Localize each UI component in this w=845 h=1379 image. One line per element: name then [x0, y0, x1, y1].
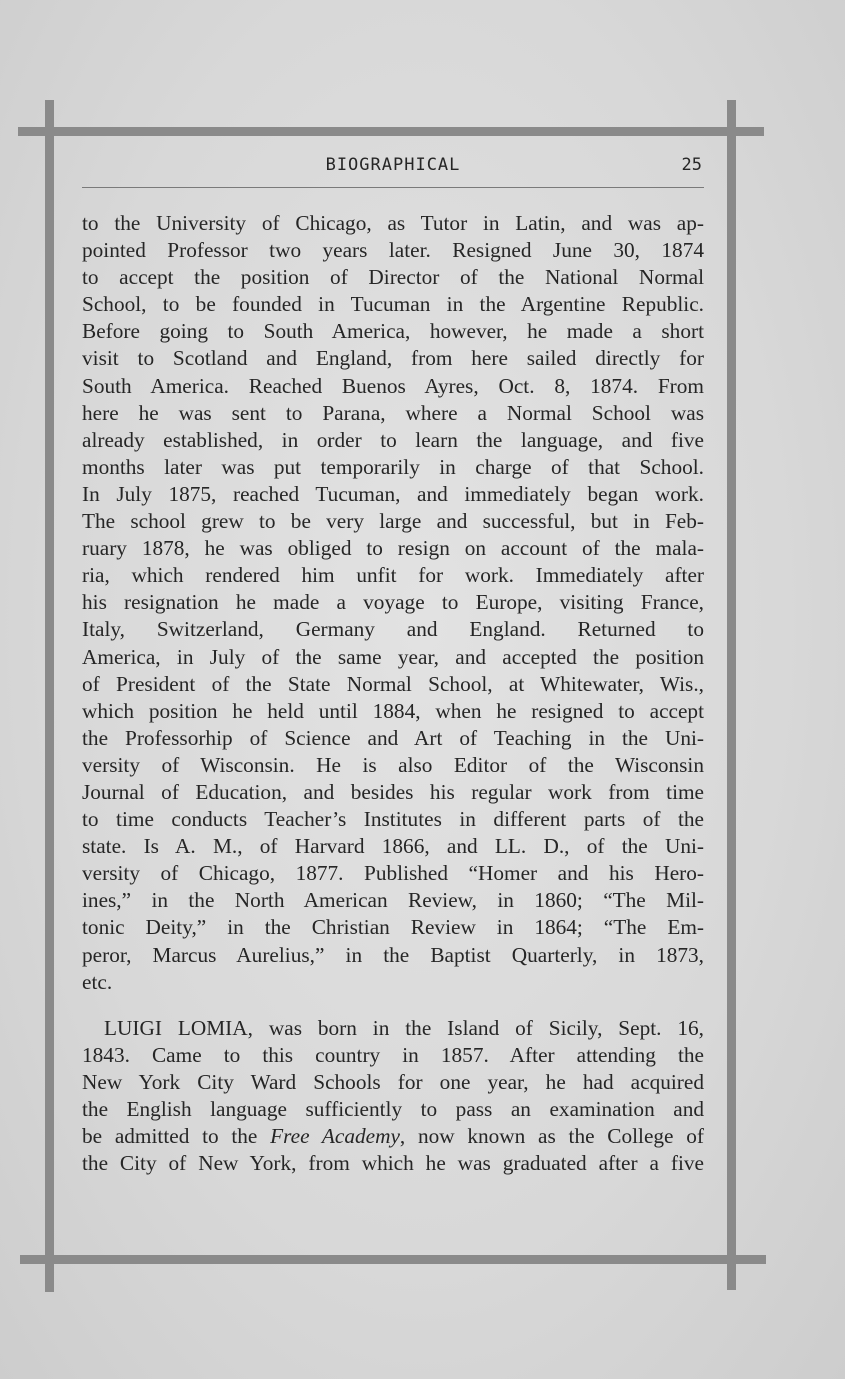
text-line: peror, Marcus Aurelius,” in the Baptist Quarterly, in 1873, — [82, 942, 704, 967]
text-line: LUIGI LOMIA, was born in the Island of Sicily, Sept. 16, — [104, 1015, 704, 1040]
text-line: versity of Chicago, 1877. Published “Homer and his Hero- — [82, 861, 704, 886]
header-rule — [82, 187, 704, 188]
text-line: Before going to South America, however, he made a short — [82, 319, 704, 344]
text-line: pointed Professor two years later. Resigned June 30, 1874 — [82, 238, 704, 263]
body-text — [82, 210, 704, 1177]
paragraph-spacer — [82, 996, 704, 1015]
text-line: versity of Wisconsin. He is also Editor of the Wisconsin — [82, 752, 704, 777]
running-header — [82, 152, 704, 182]
text-line: Journal of Education, and besides his regular work from time — [82, 779, 704, 804]
text-line: already established, in order to learn the language, and five — [82, 427, 704, 452]
text-line: The school grew to be very large and successful, but in Feb- — [82, 509, 704, 534]
institution-name-italic: Free Academy — [270, 1124, 400, 1149]
running-title: BIOGRAPHICAL — [325, 155, 461, 175]
text-line: 1843. Came to this country in 1857. After attending the — [82, 1042, 704, 1067]
text-line: to the University of Chicago, as Tutor in Latin, and was ap- — [82, 211, 704, 235]
left-border-rule — [45, 100, 54, 1292]
text-segment: be admitted to the — [82, 1124, 271, 1149]
text-line: of President of the State Normal School, at Whitewater, Wis., — [82, 671, 704, 696]
text-segment: , now known as the College of — [399, 1124, 704, 1149]
text-line: months later was put temporarily in charge of that School. — [82, 454, 704, 479]
text-line: tonic Deity,” in the Christian Review in 1864; “The Em- — [82, 915, 704, 940]
text-line: etc. — [82, 969, 113, 994]
text-line: ruary 1878, he was obliged to resign on account of the mala- — [82, 536, 704, 561]
text-line: to time conducts Teacher’s Institutes in different parts of the — [82, 807, 704, 832]
text-line: New York City Ward Schools for one year, he had acquired — [82, 1069, 704, 1094]
paragraph-2 — [82, 1015, 704, 1178]
top-border-rule — [18, 127, 764, 136]
text-line: In July 1875, reached Tucuman, and immediately began work. — [82, 481, 704, 506]
text-line: Italy, Switzerland, Germany and England. Returned to — [82, 617, 704, 642]
text-line: here he was sent to Parana, where a Normal School was — [82, 400, 704, 425]
text-line: the City of New York, from which he was graduated after a five — [82, 1151, 704, 1176]
text-line: the Professorhip of Science and Art of Teaching in the Uni- — [82, 725, 704, 750]
text-line: which position he held until 1884, when he resigned to accept — [82, 698, 704, 723]
text-line — [82, 1123, 704, 1150]
bottom-border-rule — [20, 1255, 766, 1264]
text-line: South America. Reached Buenos Ayres, Oct. 8, 1874. From — [82, 373, 704, 398]
text-line: School, to be founded in Tucuman in the Argentine Republic. — [82, 292, 704, 317]
text-line: the English language sufficiently to pass an examination and — [82, 1097, 704, 1121]
text-line: ines,” in the North American Review, in 1860; “The Mil- — [82, 888, 704, 913]
text-line: to accept the position of Director of the National Normal — [82, 265, 704, 290]
paragraph-1 — [82, 210, 704, 996]
text-line: ria, which rendered him unfit for work. Immediately after — [82, 563, 704, 588]
text-line: visit to Scotland and England, from here sailed directly for — [82, 346, 704, 371]
right-border-rule — [727, 100, 736, 1290]
page-number: 25 — [681, 155, 702, 175]
text-line: his resignation he made a voyage to Europe, visiting France, — [82, 590, 704, 615]
text-line: state. Is A. M., of Harvard 1866, and LL. D., of the Uni- — [82, 834, 704, 859]
text-line: America, in July of the same year, and accepted the position — [82, 644, 704, 669]
